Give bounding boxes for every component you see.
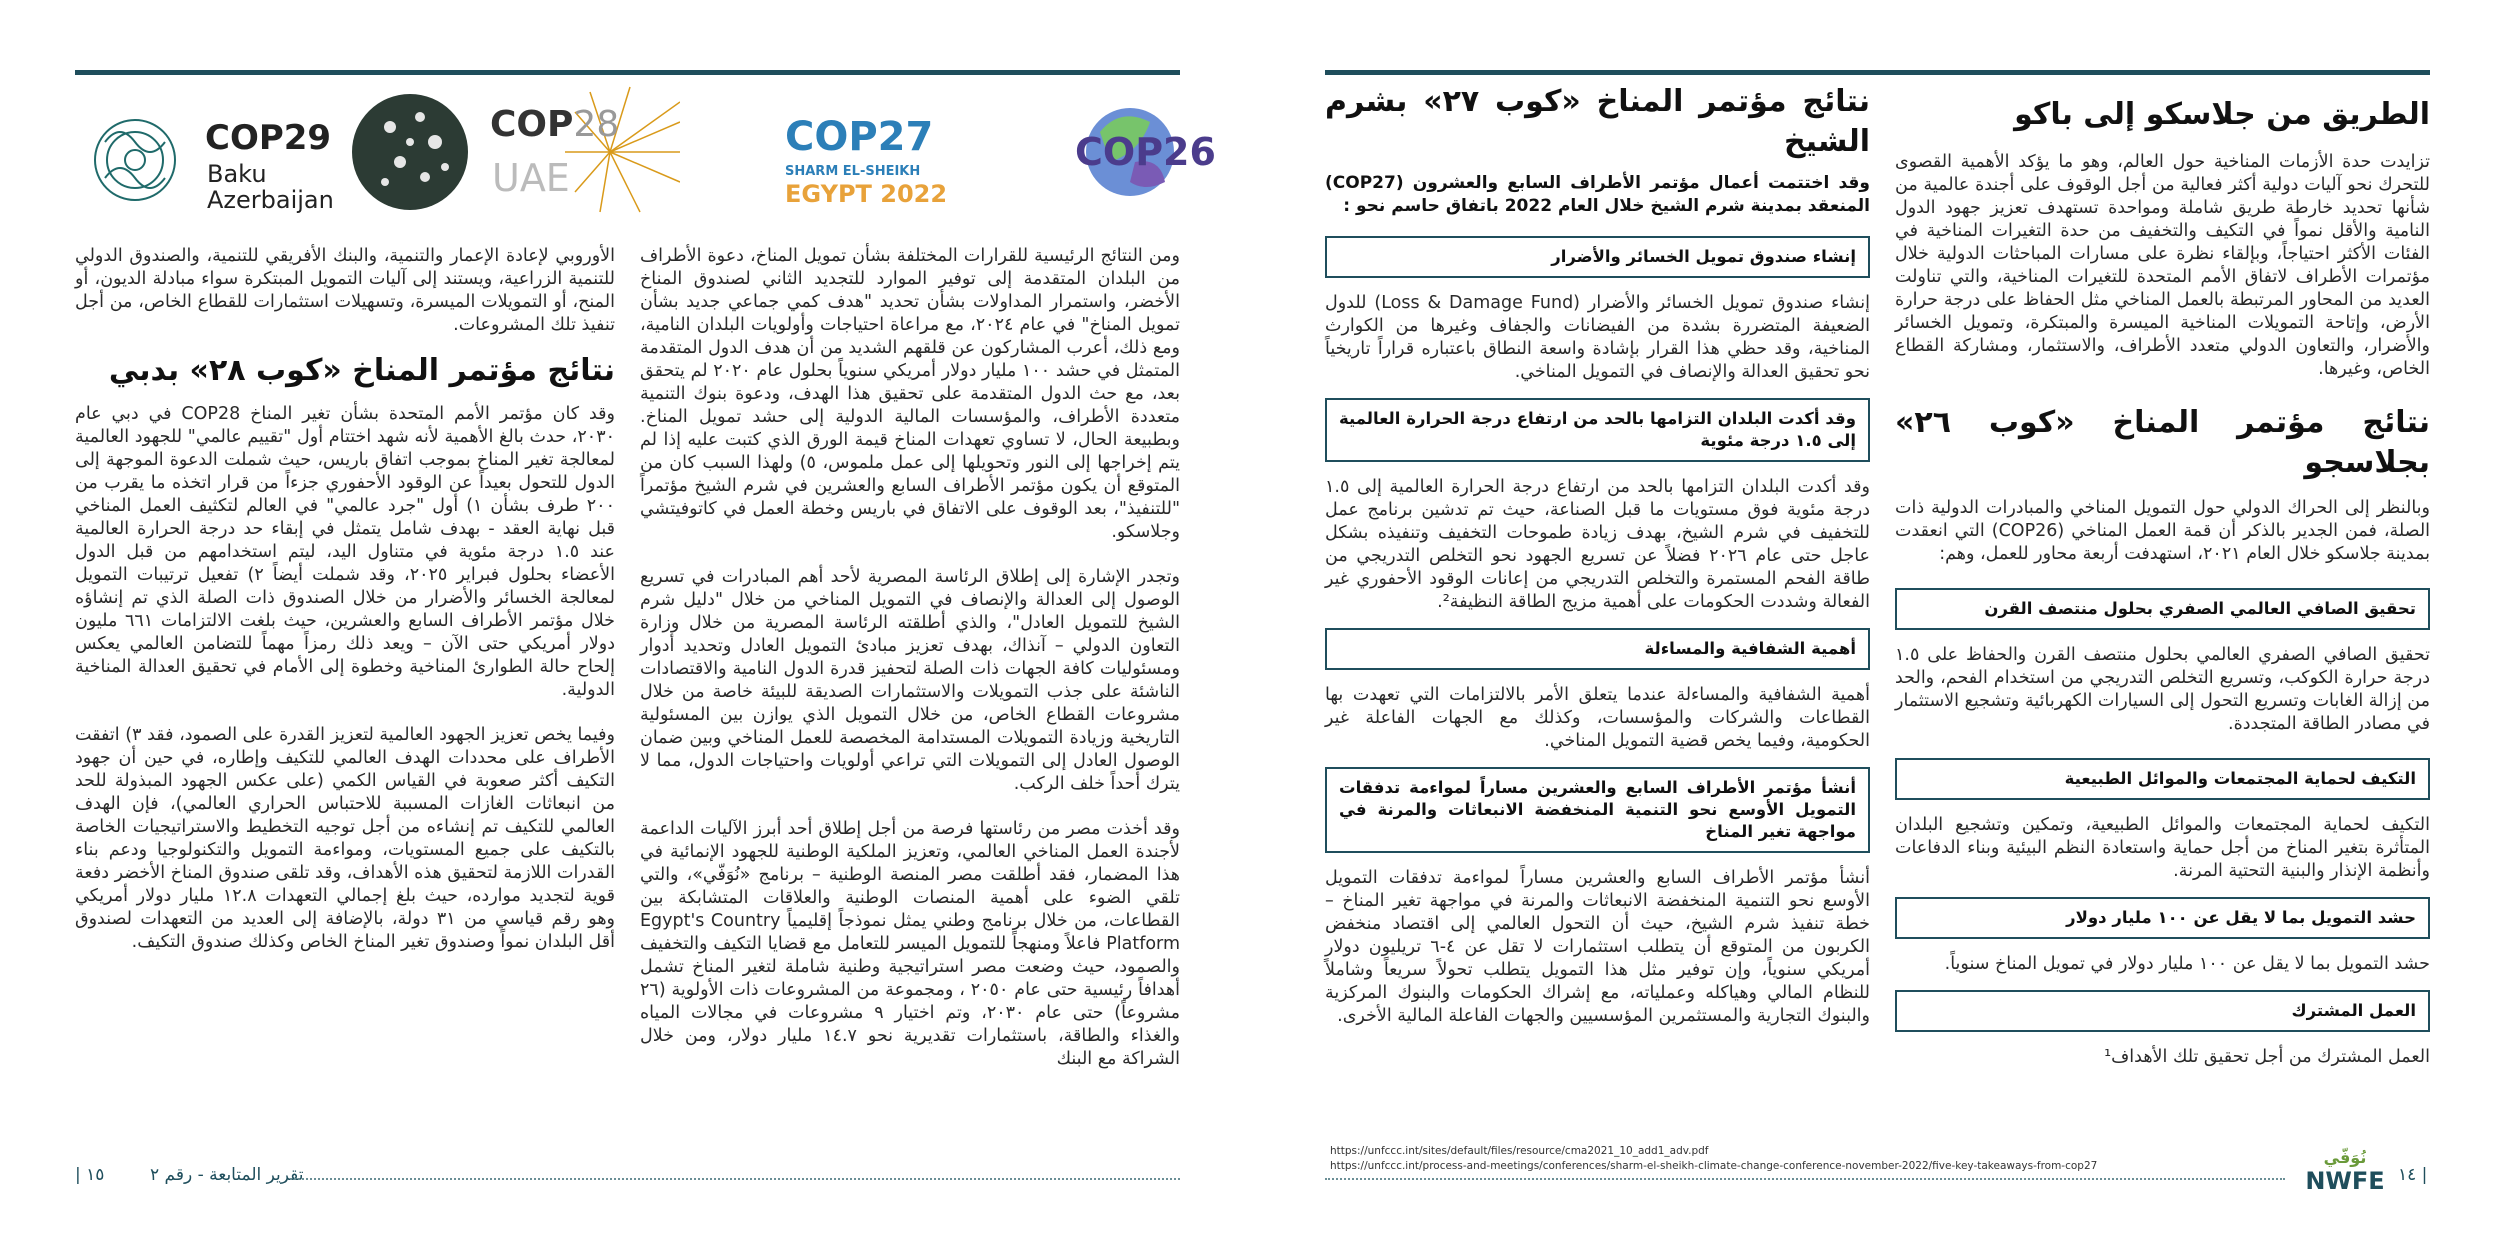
cop28-number: 28: [573, 104, 620, 145]
cop28-country: UAE: [492, 156, 570, 200]
paragraph: التكيف لحماية المجتمعات والموائل الطبيعية، وتمكين وتشجيع البلدان المتأثرة بتغير المناخ من أجل حماية واستعادة النظم البيئية وبناء الدفاعات وأنظمة الإنذار والبنية التحتية المرنة.: [1895, 815, 2430, 881]
section-heading-cop27: نتائج مؤتمر المناخ «كوب ٢٧» بشرم الشيخ: [1325, 84, 1871, 159]
intro-bold: وقد اختتمت أعمال مؤتمر الأطراف السابع والعشرون (COP27) المنعقد بمدينة شرم الشيخ خلال العام 2022 باتفاق حاسم نحو :: [1325, 173, 1870, 216]
paragraph: وقد أخذت مصر من رئاستها فرصة من أجل إطلاق أحد أبرز الآليات الداعمة لأجندة العمل المناخي العالمي، وتعزيز الملكية الوطنية للجهود الإنمائية في هذا المضمار، فقد أطلقت مصر المنصة الوطنية – برنامج «نُوَفّي»، والتي تلقي الضوء على أهمية المنصات الوطنية والعلاقات المتشابكة بين القطاعات، من خلال برنامج وطني يمثل نموذجاً إقليمياً Egypt's Country Platform فاعلاً ومنهجاً للتمويل الميسر للتعامل مع قضايا التكيف والتخفيف والصمود، حيث وضعت مصر استراتيجية وطنية شاملة لتغير المناخ تشمل أهدافاً رئيسية حتى عام ٢٠٥٠ ، ومجموعة من المشروعات ذات الأولوية (٢٦ مشروعاً) حتى عام ٢٠٣٠، وتم اختيار ٩ مشروعات في مجالات المياه والغذاء والطاقة، باستثمارات تقديرية نحو ١٤.٧ مليار دولار، ومن خلال الشراكة مع البنك: [640, 819, 1180, 1069]
boxed-heading: التكيف لحماية المجتمعات والموائل الطبيعية: [1895, 758, 2430, 800]
boxed-heading: تحقيق الصافي العالمي الصفري بحلول منتصف القرن: [1895, 588, 2430, 630]
right-page-col-left: [1325, 82, 1870, 1050]
cop-logos-strip: [75, 82, 1216, 222]
boxed-heading: وقد أكدت البلدان التزامها بالحد من ارتفاع درجة الحرارة العالمية إلى ١.٥ درجة مئوية: [1325, 398, 1870, 462]
cop26-logo: [975, 82, 1216, 222]
right-footer-rule: [1325, 1178, 2285, 1180]
paragraph: أهمية الشفافية والمساءلة عندما يتعلق الأمر بالالتزامات التي تعهدت بها القطاعات والشركات والمؤسسات، وكذلك مع الجهات الفاعلة غير الحكومية، وفيما يخص قضية التمويل المناخي.: [1325, 685, 1870, 751]
cop27-country: EGYPT 2022: [785, 180, 948, 208]
page-number-left: ١٥ |: [75, 1165, 105, 1185]
paragraph: تحقيق الصافي الصفري العالمي بحلول منتصف القرن والحفاظ على ١.٥ درجة حرارة الكوكب، وتسريع التخلص التدريجي من استخدام الفحم، والحد من إزالة الغابات وتسريع التحول إلى السيارات الكهربائية وتشجيع الاستثمار في مصادر الطاقة المتجددة.: [1895, 645, 2430, 734]
cop29-city: Baku: [207, 160, 267, 188]
paragraph: وفيما يخص تعزيز الجهود العالمية لتعزيز القدرة على الصمود، فقد ٣) اتفقت الأطراف على محددات الهدف العالمي للتكيف وإطاره، في حين أن جهود التكيف أكثر صعوبة في القياس الكمي (على عكس الجهود المبذولة للحد من انبعاثات الغازات المسببة للاحتباس الحراري العالمي)، فإن الهدف العالمي للتكيف تم إنشاءه من أجل توجيه التخطيط والاستراتيجيات الخاصة بالتكيف على جميع المستويات، ومواءمة التمويل والتكنولوجيا ودعم بناء القدرات اللازمة لتحقيق هذه الأهداف، وقد تلقى صندوق المناخ الأخضر دفعة قوية لتجديد موارده، حيث بلغ إجمالي التعهدات ١٢.٨ مليار دولار أمريكي وهو رقم قياسي من ٣١ دولة، بالإضافة إلى العديد من التعهدات لصندوق أقل البلدان نمواً وصندوق تغير المناخ الخاص وكذلك صندوق التكيف.: [75, 725, 615, 952]
page-number-right: | ١٤: [2398, 1165, 2428, 1185]
cop27-city: SHARM EL-SHEIKH: [785, 164, 921, 179]
left-footer-rule: [290, 1178, 1180, 1180]
paragraph: حشد التمويل بما لا يقل عن ١٠٠ مليار دولار في تمويل المناخ سنوياً.: [1944, 954, 2430, 974]
cop26-title: COP26: [1075, 130, 1216, 174]
boxed-heading: أهمية الشفافية والمساءلة: [1325, 628, 1870, 670]
left-page-top-rule: [75, 70, 1180, 75]
paragraph: وتجدر الإشارة إلى إطلاق الرئاسة المصرية لأحد أهم المبادرات في تسريع الوصول إلى العدالة والإنصاف في التمويل المناخي من خلال "دليل شرم الشيخ للتمويل العادل"، والذي أطلقته الرئاسة المصرية من خلال وزارة التعاون الدولي – آنذاك، بهدف تعزيز مبادئ التمويل العادل وتحديد أدوار ومسئوليات كافة الجهات ذات الصلة لتحفيز قدرة الدول النامية والاقتصادات الناشئة على جذب التمويلات والاستثمارات الصديقة للبيئة خاصة من خلال مشروعات القطاع الخاص، من خلال التمويل الذي يوازن بين المسئولية التاريخية وزيادة التمويلات المستدامة المخصصة للعمل المناخي وبين ضمان الوصول العادل إلى التمويلات التي تراعي أولويات واحتياجات الدول، مما لا يترك أحداً خلف الركب.: [640, 567, 1180, 794]
paragraph: وقد كان مؤتمر الأمم المتحدة بشأن تغير المناخ COP28 في دبي عام ٢٠٣٠، حدث بالغ الأهمية لأنه شهد اختتام أول "تقييم عالمي" للجهود العالمية لمعالجة تغير المناخ بموجب اتفاق باريس، حيث شملت الدعوة الموجهة إلى الدول للتحول بعيداً عن الوقود الأحفوري جزءاً من قرار اتخذه ما يقرب من ٢٠٠ طرف بشأن ١) أول "جرد عالمي" في العالم لتكثيف العمل المناخي قبل نهاية العقد - بهدف شامل يتمثل في إبقاء حد درجة الحرارة العالمية عند ١.٥ درجة مئوية في متناول اليد، ليتم استخدامهم من قبل الدول الأعضاء بحلول فبراير ٢٠٢٥، وقد شملت أيضاً ٢) تفعيل ترتيبات التمويل لمعالجة الخسائر والأضرار من خلال الصندوق ذات الصلة الذي تم إنشاؤه خلال مؤتمر الأطراف السابع والعشرين، حيث بلغت الالتزامات ٦٦١ مليون دولار أمريكي حتى الآن – ويعد ذلك رمزاً مهماً للتضامن العالمي يعكس إلحاح حالة الطوارئ المناخية وخطوة إلى الأمام في تحقيق العدالة المناخية الدولية.: [75, 404, 616, 700]
paragraph: إنشاء صندوق تمويل الخسائر والأضرار (Loss & Damage Fund) للدول الضعيفة المتضررة بشدة من الفيضانات والجفاف وغيرها من الكوارث المناخية، وقد حظي هذا القرار بإشادة واسعة النطاق باعتباره قراراً تاريخياً نحو تحقيق العدالة والإنصاف في التمويل المناخي.: [1325, 293, 1870, 382]
cop28-title: [490, 104, 619, 145]
nwfe-arabic: نُوَفّي: [2323, 1148, 2367, 1167]
cop27-logo: [780, 82, 970, 222]
left-page-col-right: [640, 245, 1180, 1071]
paragraph: الأوروبي لإعادة الإعمار والتنمية، والبنك الأفريقي للتنمية، والصندوق الدولي للتنمية الزراعية، ويستند إلى آليات التمويل المبتكرة سواء مبادلة الديون، أو المنح، أو التمويلات الميسرة، وتسهيلات استثمارات للقطاع الخاص، من أجل تنفيذ تلك المشروعات.: [75, 246, 615, 335]
nwfe-logo: [2300, 1148, 2390, 1203]
paragraph: أنشأ مؤتمر الأطراف السابع والعشرين مساراً لمواءمة تدفقات التمويل الأوسع نحو التنمية المنخفضة الانبعاثات والمرنة في مواجهة تغير المناخ – خطة تنفيذ شرم الشيخ، حيث أن التحول العالمي إلى اقتصاد منخفض الكربون من المتوقع أن يتطلب استثمارات لا تقل عن ٤-٦ تريليون دولار أمريكي سنوياً، وإن توفير مثل هذا التمويل يتطلب تحولاً سريعاً وشاملاً للنظام المالي وهياكله وعملياته، مع إشراك الحكومات والبنوك المركزية والبنوك التجارية والمستثمرين المؤسسيين والجهات الفاعلة المالية الأخرى.: [1325, 868, 1870, 1026]
left-page-col-left: [75, 245, 615, 976]
cop28-logo: [350, 82, 680, 222]
cop28-cop: COP: [490, 104, 574, 145]
boxed-heading: أنشأ مؤتمر الأطراف السابع والعشرين مساراً لمواءمة تدفقات التمويل الأوسع نحو التنمية المنخفضة الانبعاثات والمرنة في مواجهة تغير المناخ: [1325, 767, 1870, 853]
cop29-country: Azerbaijan: [207, 186, 334, 214]
nwfe-latin: NWFE: [2305, 1167, 2385, 1195]
cop28-globe-icon: [350, 82, 680, 222]
boxed-heading: العمل المشترك: [1895, 990, 2430, 1032]
paragraph: ومن النتائج الرئيسية للقرارات المختلفة بشأن تمويل المناخ، دعوة الأطراف من البلدان المتقدمة إلى توفير الموارد للتجديد الثاني لصندوق المناخ الأخضر، واستمرار المداولات بشأن تحديد "هدف كمي جماعي جديد بشأن تمويل المناخ" في عام ٢٠٢٤، مع مراعاة احتياجات وأولويات البلدان النامية، ومع ذلك، أعرب المشاركون عن قلقهم الشديد من أن هدف الدول المتقدمة المتمثل في حشد ١٠٠ مليار دولار أمريكي سنوياً بحلول عام ٢٠٢٠ لم يتحقق بعد، مع حث الدول المتقدمة على تحقيق هذا الهدف، ودعوة بنوك التنمية متعددة الأطراف، والمؤسسات المالية الدولية إلى حشد تمويل المناخ. وبطبيعة الحال، لا تساوي تعهدات المناخ قيمة الورق الذي كتبت عليه إذا لم يتم إخراجها إلى النور وتحويلها إلى عمل ملموس، ٥) ولهذا السبب كان من المتوقع أن يكون مؤتمر الأطراف السابع والعشرين في شرم الشيخ مؤتمراً "للتنفيذ"، بعد الوقوف على الاتفاق في باريس وخطة العمل في كاتوفيتشي وجلاسكو.: [640, 246, 1180, 542]
right-page-top-rule: [1325, 70, 2430, 75]
right-page-col-right: [1895, 95, 2430, 1091]
page-number-value: ١٤: [2398, 1165, 2417, 1185]
footer-report-label: تقرير المتابعة - رقم ٢: [150, 1165, 304, 1185]
section-heading-cop26: نتائج مؤتمر المناخ «كوب ٢٦» بجلاسجو: [1895, 405, 2430, 480]
paragraph: العمل المشترك من أجل تحقيق تلك الأهداف¹: [2104, 1047, 2430, 1067]
section-heading-glasgow-baku: الطريق من جلاسكو إلى باكو: [2014, 97, 2430, 132]
boxed-heading: إنشاء صندوق تمويل الخسائر والأضرار: [1325, 236, 1870, 278]
cop27-title: COP27: [785, 114, 934, 160]
paragraph: تزايدت حدة الأزمات المناخية حول العالم، وهو ما يؤكد الأهمية القصوى للتحرك نحو آليات دولية أكثر فعالية من أجل الوقوف على أجندة عالمية من شأنها تحديد خارطة طريق شاملة ومواحدة تستهدف تعزيز جهود الدول النامية والأقل نمواً في التكيف والتخفيف من حدة التغيرات المناخية في الفئات الأكثر احتياجاً، وبإلقاء نظرة على مسارات المباحثات الدولية خلال مؤتمرات الأطراف لاتفاق الأمم المتحدة للتغيرات المناخية، والتي تناولت العديد من المحاور المرتبطة بالعمل المناخي مثل الحفاظ على درجة حرارة الأرض، وإتاحة التمويلات المناخية الميسرة والمبتكرة، وتمويل الخسائر والأضرار، والتعاون الدولي متعدد الأطراف، والاستثمار، ومشاركة القطاع الخاص، وغيرها.: [1895, 152, 2430, 379]
cop29-logo: [75, 82, 345, 222]
page-number-value: ١٥: [86, 1165, 105, 1185]
cop29-title: COP29: [205, 118, 332, 158]
section-heading-cop28: نتائج مؤتمر المناخ «كوب ٢٨» بدبي: [108, 353, 615, 388]
paragraph: وقد أكدت البلدان التزامها بالحد من ارتفاع درجة الحرارة العالمية إلى ١.٥ درجة مئوية فوق مستويات ما قبل الصناعة، حيث تم تدشين برنامج عمل للتخفيف في شرم الشيخ، بهدف زيادة طموحات التخفيف وتنفيذه بشكل عاجل حتى عام ٢٠٢٦ فضلاً عن تسريع الجهود نحو التخلص التدريجي من طاقة الفحم المستمرة والتخلص التدريجي من إعانات الوقود الأحفوري غير الفعالة وشددت الحكومات على أهمية مزيج الطاقة النظيفة².: [1325, 477, 1870, 612]
paragraph: وبالنظر إلى الحراك الدولي حول التمويل المناخي والمبادرات الدولية ذات الصلة، فمن الجدير بالذكر أن قمة العمل المناخي (COP26) التي انعقدت بمدينة جلاسكو خلال العام ٢٠٢١، استهدفت أربعة محاور للعمل، وهم:: [1895, 498, 2431, 564]
footnote-1[interactable]: https://unfccc.int/sites/default/files/resource/cma2021_10_add1_adv.pdf: [1330, 1145, 1709, 1157]
boxed-heading: حشد التمويل بما لا يقل عن ١٠٠ مليار دولار: [1895, 897, 2430, 939]
footnote-2[interactable]: https://unfccc.int/process-and-meetings/conferences/sharm-el-sheikh-climate-change-conference-november-2022/five-key-takeaways-from-cop27: [1330, 1160, 2098, 1172]
